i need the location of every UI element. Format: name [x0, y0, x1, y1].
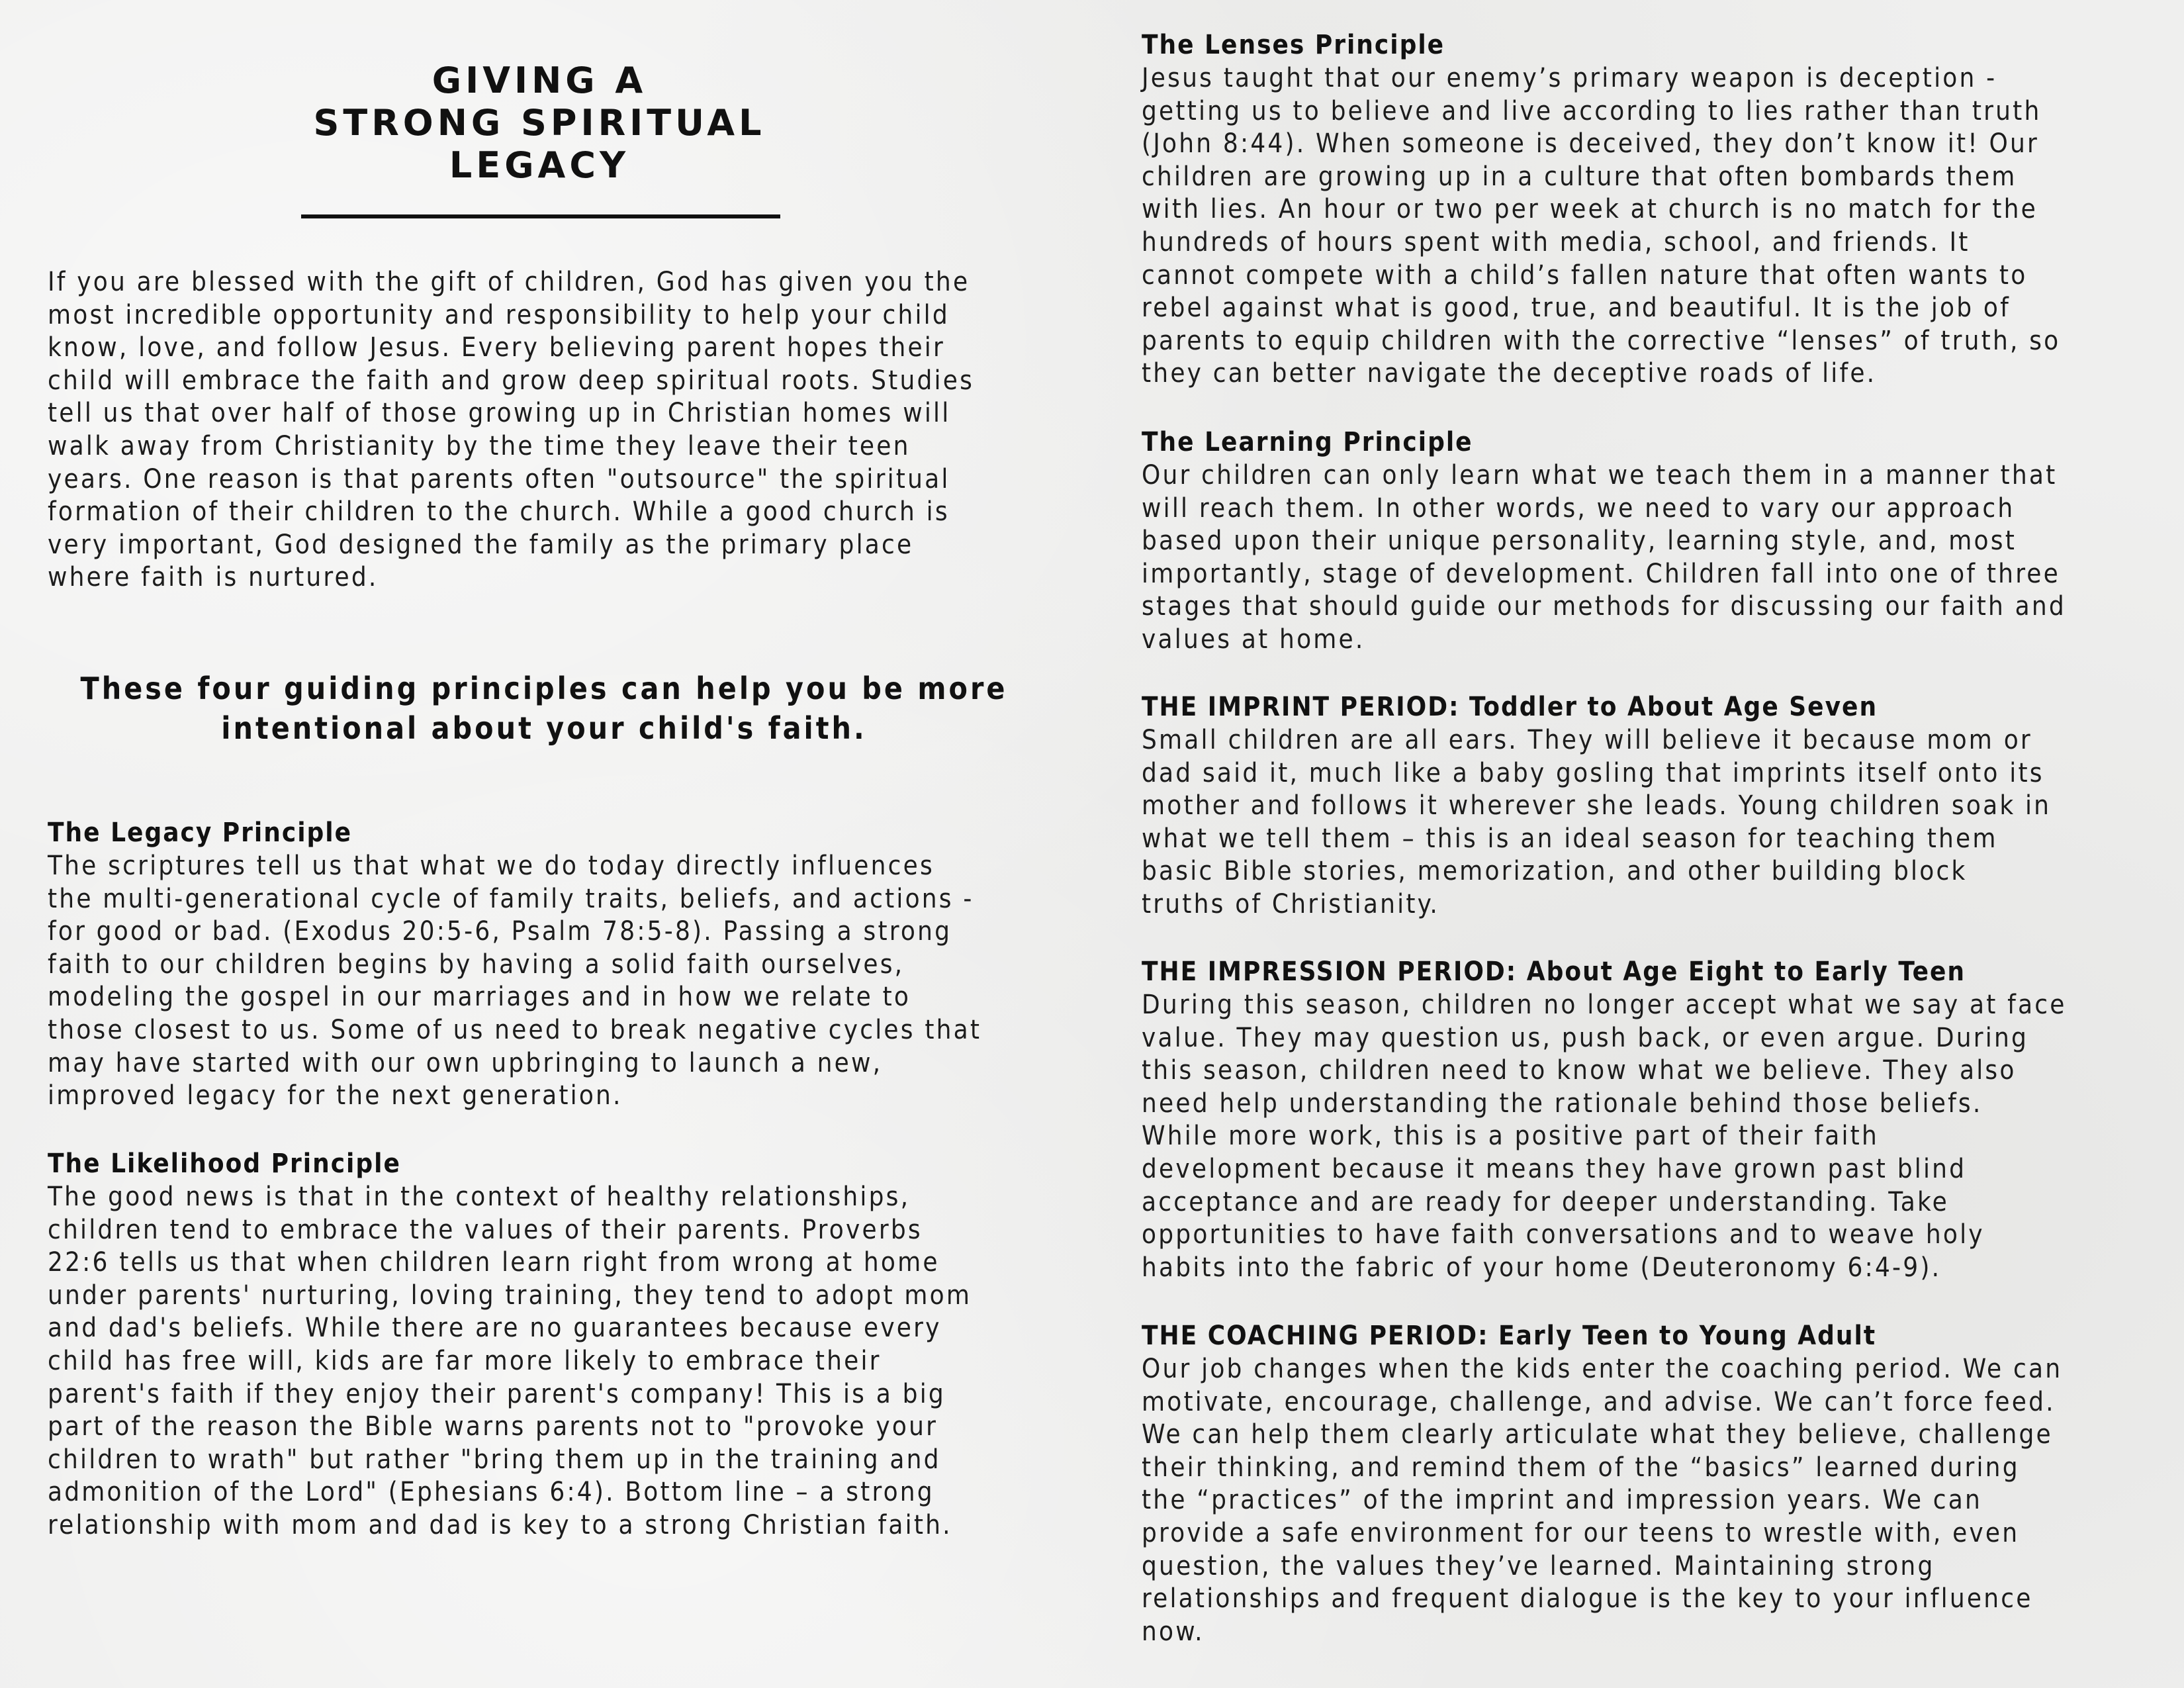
coaching-heading: THE COACHING PERIOD: Early Teen to Young Adult [1142, 1321, 1877, 1351]
title-line-2: STRONG SPIRITUAL [313, 102, 766, 144]
intro-paragraph: If you are blessed with the gift of children, God has given you the most incredible opportunity and responsibility to help your child know, love, and follow Jesus. Every believing parent hopes their child will embrace the faith and grow deep spiritual roots. Studies tell us that over half of those growing up in Christian homes will walk away from Christianity by the time they leave their teen years. One reason is that parents often "outsource" the spiritual formation of their children to the church. While a good church is very important, God designed the family as the primary place where faith is nurtured. [48, 267, 975, 593]
imprint-body: Small children are all ears. They will believe it because mom or dad said it, much like a baby gosling that imprints itself onto its mother and follows it wherever she leads. Young children soak in what we tell them – this is an ideal season for teaching them basic Bible stories, memorization, and other building block truths of Christianity. [1142, 725, 2052, 919]
legacy-body: The scriptures tell us that what we do today directly influences the multi-generational cycle of family traits, beliefs, and actions - for good or bad. (Exodus 20:5-6, Psalm 78:5-8). Passing a strong faith to our children begins by having a solid faith ourselves, modeling the gospel in our marriages and in how we relate to those closest to us. Some of us need to break negative cycles that may have started with our own upbringing to launch a new, improved legacy for the next generation. [48, 851, 982, 1111]
likelihood-heading: The Likelihood Principle [48, 1149, 401, 1179]
impression-body: During this season, children no longer accept what we say at face value. They may question us, push back, or even argue. During this season, children need to know what we believe. They also need help understanding the rationale behind those beliefs. While more work, this is a positive part of their faith development because it means they have grown past blind acceptance and are ready for deeper understanding. Take opportunities to have faith conversations and to weave holy habits into the fabric of your home (Deuteronomy 6:4-9). [1142, 990, 2067, 1283]
title-line-3: LEGACY [449, 144, 630, 186]
lenses-body: Jesus taught that our enemy’s primary weapon is deception - getting us to believe and live according to lies rather than truth (John 8:44). When someone is deceived, they don’t know it! Our children are growing up in a culture that often bombards them with lies. An hour or two per week at church is no match for the hundreds of hours spent with media, school, and friends. It cannot compete with a child’s fallen nature that often wants to rebel against what is good, true, and beautiful. It is the job of parents to equip children with the corrective “lenses” of truth, so they can better navigate the deceptive roads of life. [1142, 63, 2061, 389]
imprint-heading: THE IMPRINT PERIOD: Toddler to About Age Seven [1142, 692, 1878, 722]
coaching-body: Our job changes when the kids enter the coaching period. We can motivate, encourage, challenge, and advise. We can’t force feed. We can help them clearly articulate what they believe, challenge their thinking, and remind them of the “basics” learned during the “practices” of the imprint and impression years. We can provide a safe environment for our teens to wrestle with, even question, the values they’ve learned. Maintaining strong relationships and frequent dialogue is the key to your influence now. [1142, 1354, 2063, 1647]
lenses-heading: The Lenses Principle [1142, 30, 1445, 60]
title-divider [301, 214, 780, 218]
likelihood-body: The good news is that in the context of healthy relationships, children tend to embrace the values of their parents. Proverbs 22:6 tells us that when children learn right from wrong at home under parents' nurturing, loving training, they tend to adopt mom and dad's beliefs. While there are no guarantees because every child has free will, kids are far more likely to embrace their parent's faith if they enjoy their parent's company! This is a big part of the reason the Bible warns parents not to "provoke your children to wrath" but rather "bring them up in the training and admonition of the Lord" (Ephesians 6:4). Bottom line – a strong relationship with mom and dad is key to a strong Christian faith. [48, 1182, 972, 1540]
learning-heading: The Learning Principle [1142, 427, 1473, 457]
learning-body: Our children can only learn what we teach them in a manner that will reach them. In other words, we need to vary our approach based upon their unique personality, learning style, and, most importantly, stage of development. Children fall into one of three stages that should guide our methods for discussing our faith and values at home. [1142, 460, 2066, 655]
page-title [265, 60, 814, 187]
title-line-1: GIVING A [432, 60, 647, 101]
impression-heading: THE IMPRESSION PERIOD: About Age Eight to Early Teen [1142, 957, 1966, 987]
legacy-heading: The Legacy Principle [48, 818, 353, 848]
principles-callout: These four guiding principles can help you be more intentional about your child's faith. [80, 671, 1008, 746]
